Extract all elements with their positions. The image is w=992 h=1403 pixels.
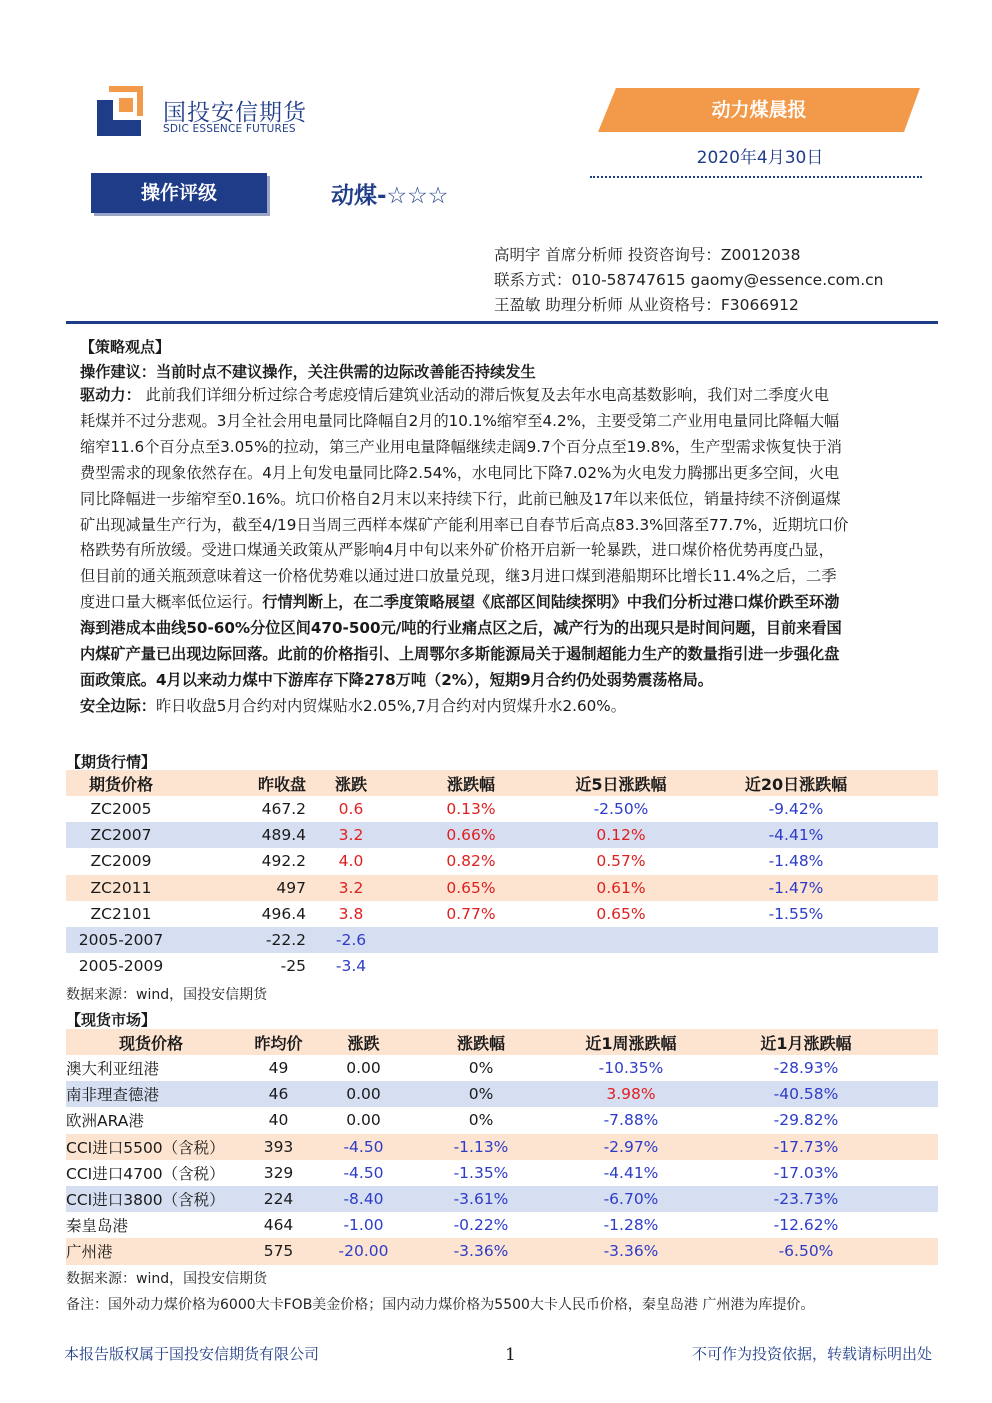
driver-label: 驱动力： (80, 386, 141, 404)
col-header: 期货价格 (88, 774, 153, 794)
spot-table (66, 1029, 938, 1265)
futures-table (66, 770, 938, 979)
table-row: CCI进口5500（含税） 393 -4.50 -1.13% -2.97% -17.73% (66, 1134, 938, 1160)
col-header: 近20日涨跌幅 (744, 774, 848, 794)
disclaimer: 不可作为投资依据，转载请标明出处 (692, 1345, 933, 1363)
driver-line: 但目前的通关瓶颈意味着这一价格优势难以通过进口放量兑现，继3月进口煤到港船期环比增长11.4%之后，二季 (80, 567, 837, 586)
driver-line: 耗煤并不过分悲观。3月全社会用电量同比降幅自2月的10.1%缩窄至4.2%，主要受第二产业用电量同比降幅大幅 (80, 411, 840, 430)
col-header: 涨跌幅 (456, 1033, 505, 1053)
driver-line: 同比降幅进一步缩窄至0.16%。坑口价格自2月末以来持续下行，此前已触及17年以来低位，销量持续不济倒逼煤 (80, 489, 841, 508)
table-row: 澳大利亚纽港 49 0.00 0% -10.35% -28.93% (66, 1059, 839, 1079)
table-row: ZC2011 497 3.2 0.65% 0.61% -1.47% (66, 875, 938, 901)
col-header: 涨跌 (347, 1033, 380, 1053)
header-rule (66, 321, 938, 324)
operation-advice: 操作建议：当前时点不建议操作，关注供需的边际改善能否持续发生 (80, 363, 536, 381)
spot-source: 数据来源：wind，国投安信期货 (66, 1271, 268, 1287)
table-row: 广州港 575 -20.00 -3.36% -3.36% -6.50% (66, 1238, 938, 1264)
table-row: ZC2005 467.2 0.6 0.13% -2.50% -9.42% (90, 800, 824, 819)
driver-line: 费型需求的现象依然存在。4月上旬发电量同比降2.54%，水电同比下降7.02%为火电发力腾挪出更多空间，火电 (80, 463, 840, 482)
table-row: 南非理查德港 46 0.00 0% 3.98% -40.58% (66, 1081, 938, 1107)
futures-heading: 【期货行情】 (66, 753, 157, 771)
driver-line-bold: 内煤矿产量已出现边际回落。此前的价格指引、上周鄂尔多斯能源局关于遏制超能力生产的数量指引进一步强化盘 (80, 645, 840, 664)
rating-value: 动煤-☆☆☆ (331, 183, 449, 209)
table-row: CCI进口4700（含税） 329 -4.50 -1.35% -4.41% -17.03% (66, 1163, 839, 1183)
report-title: 动力煤晨报 (711, 99, 807, 121)
analyst-line-2: 王盈敏 助理分析师 从业资格号：F3066912 (494, 296, 799, 314)
market-judgement: 行情判断上，在二季度策略展望《底部区间陆续探明》中我们分析过港口煤价跌至环渤 (262, 593, 840, 612)
dotted-divider (590, 176, 922, 178)
company-logo-icon (97, 86, 155, 136)
analyst-line-1: 高明宇 首席分析师 投资咨询号：Z0012038 (494, 246, 801, 264)
driver-paragraph (80, 383, 922, 720)
spot-heading: 【现货市场】 (66, 1011, 157, 1029)
driver-line: 矿出现减量生产行为，截至4/19日当周三西样本煤矿产能利用率已自春节后高点83.3%回落至77.7%，近期坑口价 (80, 515, 849, 534)
table-row: ZC2009 492.2 4.0 0.82% 0.57% -1.48% (90, 852, 824, 871)
strategy-heading: 【策略观点】 (80, 338, 171, 356)
rating-label: 操作评级 (91, 173, 267, 213)
col-header: 现货价格 (118, 1033, 183, 1053)
futures-source: 数据来源：wind，国投安信期货 (66, 987, 268, 1003)
col-header: 近1周涨跌幅 (585, 1033, 677, 1053)
report-date: 2020年4月30日 (696, 148, 824, 168)
spot-remark: 备注：国外动力煤价格为6000大卡FOB美金价格；国内动力煤价格为5500大卡人民币价格，秦皇岛港 广州港为库提价。 (66, 1297, 815, 1313)
col-header: 昨均价 (254, 1033, 303, 1053)
col-header: 昨收盘 (257, 774, 306, 794)
table-row: ZC2007 489.4 3.2 0.66% 0.12% -4.41% (66, 822, 938, 848)
analyst-contact: 联系方式：010-58747615 gaomy@essence.com.cn (494, 271, 884, 289)
col-header: 近5日涨跌幅 (575, 774, 667, 794)
driver-line: 驱动力： 此前我们详细分析过综合考虑疫情后建筑业活动的滞后恢复及去年水电高基数影响，我们对二季度火电 (80, 386, 830, 404)
driver-line: 缩窄11.6个百分点至3.05%的拉动，第三产业用电量降幅继续走阔9.7个百分点至19.8%，生产型需求恢复快于消 (80, 437, 842, 456)
company-name: 国投安信期货 (163, 100, 307, 126)
spot-header-row (66, 1029, 938, 1055)
col-header: 近1月涨跌幅 (760, 1033, 852, 1053)
col-header: 涨跌 (334, 774, 367, 794)
safety-margin: 安全边际：昨日收盘5月合约对内贸煤贴水2.05%,7月合约对内贸煤升水2.60%。 (80, 696, 626, 715)
table-row: 2005-2007 -22.2 -2.6 (66, 927, 938, 953)
company-name-en: SDIC ESSENCE FUTURES (163, 123, 296, 135)
table-row: ZC2101 496.4 3.8 0.77% 0.65% -1.55% (90, 904, 824, 923)
page-number: 1 (505, 1345, 516, 1365)
col-header: 涨跌幅 (446, 774, 495, 794)
driver-line-bold: 海到港成本曲线50-60%分位区间470-500元/吨的行业痛点区之后，减产行为的出现只是时间问题，目前来看国 (80, 619, 842, 638)
table-row: CCI进口3800（含税） 224 -8.40 -3.61% -6.70% -23.73% (66, 1186, 938, 1212)
copyright-notice: 本报告版权属于国投安信期货有限公司 (64, 1345, 320, 1363)
table-row: 秦皇岛港 464 -1.00 -0.22% -1.28% -12.62% (66, 1216, 839, 1236)
futures-header-row (66, 770, 938, 796)
driver-line-bold: 面政策底。4月以来动力煤中下游库存下降278万吨（2%），短期9月合约仍处弱势震荡格局。 (80, 670, 713, 689)
table-row: 2005-2009 -25 -3.4 (78, 957, 367, 976)
driver-line: 度进口量大概率低位运行。行情判断上，在二季度策略展望《底部区间陆续探明》中我们分析过港口煤价跌至环渤 (80, 593, 840, 612)
driver-line: 格跌势有所放缓。受进口煤通关政策从严影响4月中旬以来外矿价格开启新一轮暴跌，进口煤价格优势再度凸显， (80, 541, 834, 560)
table-row: 欧洲ARA港 40 0.00 0% -7.88% -29.82% (66, 1111, 839, 1131)
